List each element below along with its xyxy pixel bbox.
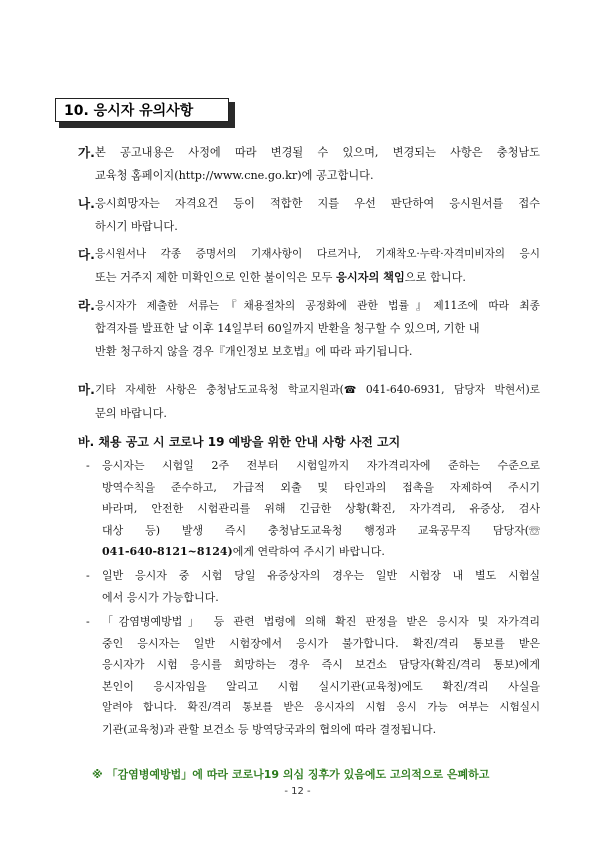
item-text: 으로 합니다. [404,271,466,284]
bullet-line: 일반 응시자 중 시험 당일 유증상자의 경우는 일반 시험장 내 별도 시험실 [102,569,540,582]
contact-phone: 041-640-8121~8124) [102,545,233,558]
item-text: 기타 자세한 사항은 충청남도교육청 학교지원과( [95,383,344,396]
bullet-line: 응시자는 시험일 2주 전부터 시험일까지 자가격리자에 준하는 수준으로 [102,459,540,472]
bullet-line: 중인 응시자는 일반 시험장에서 응시가 불가합니다. 확진/격리 통보를 받은 [102,636,540,650]
responsibility-emphasis: 응시자의 책임 [336,270,405,284]
item-text: 041-640-6931, 담당자 박현서)로 [356,383,541,396]
item-marker: 라. [78,298,95,313]
bullet-line: 본인이 응시자임을 알리고 시험 실시기관(교육청)에도 확진/격리 사실을 [102,679,540,693]
notice-item-ga [78,141,540,187]
page-number: - 12 - [284,786,311,797]
item-line: 응시원서나 각종 증명서의 기재사항이 다르거나, 기재착오·누락·자격미비자의 응시 [95,248,540,260]
item-line: 응시희망자는 자격요건 등이 적합한 지를 우선 판단하여 응시원서를 접수 [95,197,540,210]
bullet-line: 바라며, 안전한 시험관리를 위해 긴급한 상황(확진, 자가격리, 유증상, 검사 [102,502,540,515]
item-line [78,378,540,402]
bullet-line: 대상 등) 발생 즉시 충청남도교육청 행정과 교육공무직 담당자(☏ [102,523,540,537]
covid-bullet-3 [86,611,540,740]
bullet-line: 「감염병예방법」 등 관련 법령에 의해 확진 판정을 받은 응시자 및 자가격리 [102,615,540,628]
covid-bullet-1 [86,455,540,563]
bullet-text: 에게 연락하여 주시기 바랍니다. [232,545,385,558]
bullet-dash: - [86,459,90,472]
bullet-line: 기관(교육청)과 관할 보건소 등 방역당국과의 협의에 따라 결정됩니다. [102,722,437,736]
warning-note: ※ 「감염병예방법」에 따라 코로나19 의심 징후가 있음에도 고의적으로 은폐하고 [92,768,490,781]
covid-bullet-2 [86,565,540,608]
item-line: 문의 바랍니다. [95,407,167,420]
notice-item-da [78,243,540,289]
bullet-line: 에서 응시가 가능합니다. [102,590,219,604]
item-line [78,266,540,289]
subsection-title: 바. 채용 공고 시 코로나 19 예방을 위한 안내 사항 사전 고지 [78,435,401,449]
item-line: 본 공고내용은 사정에 따라 변경될 수 있으며, 변경되는 사항은 충청남도 [95,146,540,159]
item-marker: 가. [78,145,95,160]
bullet-line [86,541,540,563]
bullet-line: 방역수칙을 준수하고, 가급적 외출 및 타인과의 접촉을 자제하여 주시기 [102,480,540,494]
bullet-dash: - [86,615,90,628]
item-marker: 나. [78,196,95,211]
bullet-line: 알려야 합니다. 확진/격리 통보를 받은 응시자의 시험 응시 가능 여부는 시험실시 [102,701,540,713]
bullet-dash: - [86,569,90,582]
item-marker: 다. [78,247,95,262]
item-marker: 마. [78,382,95,397]
item-line: 응시자가 제출한 서류는『채용절차의 공정화에 관한 법률』제11조에 따라 최종 [95,299,540,312]
notice-item-ma [78,378,540,425]
heading-frame [55,98,229,122]
item-text: 또는 거주지 제한 미확인으로 인한 불이익은 모두 [95,271,337,284]
item-line: 반환 청구하지 않을 경우『개인정보 보호법』에 따라 파기됩니다. [95,345,413,358]
bullet-line: 응시자가 시험 응시를 희망하는 경우 즉시 보건소 담당자(확진/격리 통보)에게 [102,658,540,671]
item-line: 하시기 바랍니다. [95,220,178,233]
section-title: 10. 응시자 유의사항 [64,103,194,119]
notice-item-na [78,192,540,238]
item-line: 합격자를 발표한 날 이후 14일부터 60일까지 반환을 청구할 수 있으며, 기한 내 [95,322,480,335]
item-line: 교육청 홈페이지(http://www.cne.go.kr)에 공고합니다. [95,169,374,182]
phone-icon: ☎ [343,385,357,396]
section-heading [55,98,235,128]
notice-item-ra [78,294,540,363]
